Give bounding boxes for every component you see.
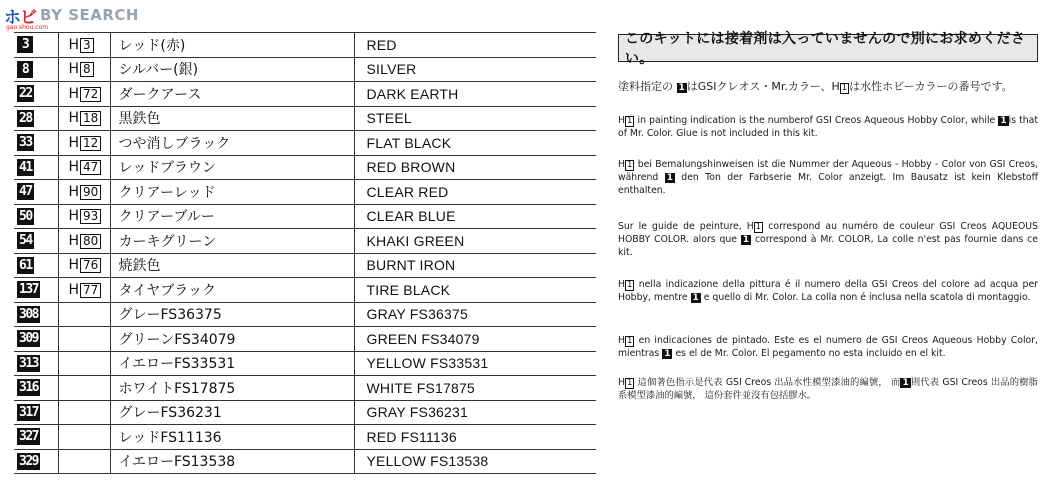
mr-color-number: 47: [19, 184, 32, 200]
hobby-color-cell: H 3: [58, 33, 110, 58]
mr-color-cell: [14, 253, 58, 278]
color-name-japanese: シルバー(銀): [110, 57, 354, 82]
mr-color-badge: 1: [902, 378, 909, 388]
table-row: [14, 400, 596, 425]
color-name-english: WHITE FS17875: [354, 376, 596, 401]
mr-color-cell: [14, 278, 58, 303]
color-name-japanese: クリアーレッド: [110, 180, 354, 205]
paragraph-spanish: H 1 en indicaciones de pintado. Este es el numero de GSI Creos Aqueous Hobby Color, mientras 1 es el de Mr. Color. El pegamento no esta incluido en el kit.: [618, 335, 1038, 359]
color-name-japanese: 焼鉄色: [110, 253, 354, 278]
color-name-english: GRAY FS36375: [354, 302, 596, 327]
color-name-english: CLEAR BLUE: [354, 204, 596, 229]
color-name-english: TIRE BLACK: [354, 278, 596, 303]
hobby-color-cell: H 18: [58, 106, 110, 131]
hobby-color-cell: H 76: [58, 253, 110, 278]
color-name-japanese: グレーFS36231: [110, 400, 354, 425]
mr-color-cell: [14, 425, 58, 450]
hobby-color-cell: [58, 327, 110, 352]
color-name-english: GREEN FS34079: [354, 327, 596, 352]
paragraph-english: H 1 in painting indication is the numberof GSI Creos Aqueous Hobby Color, while 1 is that of Mr. Color. Glue is not included in this kit.: [618, 115, 1039, 139]
mr-color-cell: [14, 155, 58, 180]
color-name-english: FLAT BLACK: [354, 131, 596, 156]
paragraph-chinese: H 1 這個著色指示是代表 GSI Creos 出品水性模型漆油的編號， 而 1 則代表 GSI Creos 出品的樹脂系模型漆油的編號， 這份套件並沒有包括膠水。: [618, 377, 1038, 401]
mr-color-number: 137: [19, 282, 38, 298]
hobby-color-cell: H 47: [58, 155, 110, 180]
hobby-color-cell: [58, 449, 110, 474]
mr-color-cell: [14, 33, 58, 58]
color-name-english: DARK EARTH: [354, 82, 596, 107]
hobby-color-number: 80: [80, 234, 101, 249]
color-name-japanese: 黒鉄色: [110, 106, 354, 131]
info-panel: [618, 31, 1039, 401]
mr-color-badge: 1: [666, 173, 673, 183]
table-row: [14, 278, 596, 303]
hobby-color-number: 3: [80, 38, 94, 53]
table-row: [14, 180, 596, 205]
logo-english: BY SEARCH: [40, 6, 139, 24]
mr-color-badge: 1: [742, 235, 750, 245]
color-name-japanese: つや消しブラック: [110, 131, 354, 156]
mr-color-badge: 1: [664, 349, 671, 359]
color-name-english: GRAY FS36231: [354, 400, 596, 425]
logo-subtext: gao.shou.com: [6, 24, 49, 31]
hobby-color-number: 72: [80, 87, 101, 102]
mr-color-cell: [14, 229, 58, 254]
hobby-color-box: 1: [627, 280, 633, 290]
mr-color-cell: [14, 449, 58, 474]
paragraph-french: Sur le guide de peinture, H 1 correspond au numéro de couleur GSI Creos AQUEOUS HOBBY COLOR. alors que 1 correspond à Mr. COLOR, La colle n'est pas fournie dans ce kit.: [618, 221, 1038, 258]
mr-color-number: 33: [19, 135, 32, 151]
table-row: [14, 229, 596, 254]
hobby-color-cell: [58, 351, 110, 376]
mr-color-number: 54: [19, 233, 32, 249]
mr-color-cell: [14, 131, 58, 156]
hobby-color-cell: H 80: [58, 229, 110, 254]
table-row: [14, 302, 596, 327]
hobby-color-cell: [58, 425, 110, 450]
table-row: [14, 425, 596, 450]
color-name-english: KHAKI GREEN: [354, 229, 596, 254]
hobby-color-cell: H 93: [58, 204, 110, 229]
mr-color-number: 316: [19, 380, 38, 396]
hobby-color-cell: H 12: [58, 131, 110, 156]
table-row: [14, 106, 596, 131]
mr-color-number: 327: [19, 429, 38, 445]
mr-color-cell: [14, 376, 58, 401]
mr-color-cell: [14, 57, 58, 82]
paragraph-japanese: 塗料指定の 1 はGSIクレオス・Mr.カラー、H 1 は水性ホビーカラーの番号です。: [618, 80, 1013, 93]
table-row: [14, 449, 596, 474]
mr-color-number: 8: [17, 61, 33, 78]
mr-color-number: 3: [17, 36, 33, 53]
table-row: [14, 253, 596, 278]
table-row: [14, 351, 596, 376]
color-name-japanese: グレーFS36375: [110, 302, 354, 327]
table-row: [14, 82, 596, 107]
color-name-japanese: カーキグリーン: [110, 229, 354, 254]
mr-color-cell: [14, 351, 58, 376]
color-name-japanese: レッドブラウン: [110, 155, 354, 180]
color-name-english: RED: [354, 33, 596, 58]
table-row: [14, 33, 596, 58]
hobby-color-number: 90: [80, 185, 101, 200]
color-name-english: YELLOW FS33531: [354, 351, 596, 376]
color-name-english: STEEL: [354, 106, 596, 131]
hobby-color-cell: [58, 376, 110, 401]
color-name-english: CLEAR RED: [354, 180, 596, 205]
hobby-color-cell: [58, 302, 110, 327]
color-name-english: RED BROWN: [354, 155, 596, 180]
hobby-color-box: 1: [627, 378, 633, 388]
color-name-japanese: レッド(赤): [110, 33, 354, 58]
mr-color-number: 309: [19, 331, 38, 347]
color-name-english: RED FS11136: [354, 425, 596, 450]
color-name-japanese: グリーンFS34079: [110, 327, 354, 352]
color-name-english: BURNT IRON: [354, 253, 596, 278]
mr-color-badge: 1: [692, 293, 699, 303]
mr-color-number: 329: [19, 453, 38, 469]
hobby-color-cell: H 8: [58, 57, 110, 82]
hobby-color-number: 18: [80, 111, 101, 126]
color-name-japanese: イエローFS33531: [110, 351, 354, 376]
color-name-english: YELLOW FS13538: [354, 449, 596, 474]
paint-color-table: [14, 32, 596, 474]
mr-color-number: 308: [19, 306, 38, 322]
mr-color-cell: [14, 204, 58, 229]
mr-color-number: 22: [19, 86, 32, 102]
hobby-color-number: 76: [80, 258, 101, 273]
table-row: [14, 376, 596, 401]
color-name-japanese: レッドFS11136: [110, 425, 354, 450]
mr-color-cell: [14, 302, 58, 327]
glue-notice-banner: このキットには接着剤は入っていませんので別にお求めください。: [618, 34, 1038, 62]
hobby-color-cell: H 90: [58, 180, 110, 205]
table-row: [14, 204, 596, 229]
hobby-color-cell: H 72: [58, 82, 110, 107]
mr-color-cell: [14, 82, 58, 107]
hobby-color-cell: [58, 400, 110, 425]
hobby-color-number: 93: [80, 209, 101, 224]
color-name-japanese: ホワイトFS17875: [110, 376, 354, 401]
mr-color-badge: 1: [678, 83, 685, 93]
mr-color-number: 317: [19, 404, 38, 420]
mr-color-badge: 1: [1000, 116, 1007, 126]
mr-color-number: 313: [19, 355, 38, 371]
mr-color-number: 61: [19, 257, 32, 273]
mr-color-number: 50: [19, 208, 32, 224]
paragraph-german: H 1 bei Bemalungshinweisen ist die Nummer der Aqueous - Hobby - Color von GSI Creos, während 1 den Ton der Farbserie Mr. Color anzeigt. Im Bausatz ist kein Klebstoff enthalten.: [618, 159, 1038, 196]
mr-color-number: 28: [19, 110, 32, 126]
hobby-color-number: 12: [80, 136, 101, 151]
color-name-japanese: ダークアース: [110, 82, 354, 107]
color-name-japanese: タイヤブラック: [110, 278, 354, 303]
paragraph-italian: H 1 nella indicazione della pittura é il numero della GSI Creos del colore ad acqua per Hobby, mentre 1 e quello di Mr. Color. La colla non é inclusa nella scatola di montaggio.: [618, 279, 1038, 303]
mr-color-cell: [14, 327, 58, 352]
hobby-color-box: 1: [627, 160, 633, 170]
table-row: [14, 327, 596, 352]
logo-japanese: ホビ: [4, 7, 36, 28]
mr-color-cell: [14, 106, 58, 131]
mr-color-number: 41: [19, 159, 32, 175]
table-row: [14, 131, 596, 156]
hobby-color-number: 8: [80, 62, 94, 77]
hobby-color-number: 77: [80, 283, 101, 298]
color-name-english: SILVER: [354, 57, 596, 82]
table-row: [14, 155, 596, 180]
table-row: [14, 57, 596, 82]
hobby-color-box: 1: [627, 116, 633, 126]
hobby-color-box: 1: [841, 83, 848, 93]
hobby-color-cell: H 77: [58, 278, 110, 303]
color-name-japanese: クリアーブルー: [110, 204, 354, 229]
color-name-japanese: イエローFS13538: [110, 449, 354, 474]
hobby-color-number: 47: [80, 160, 101, 175]
hobby-color-box: 1: [627, 336, 633, 346]
mr-color-cell: [14, 180, 58, 205]
mr-color-cell: [14, 400, 58, 425]
hobby-color-box: 1: [755, 222, 762, 232]
